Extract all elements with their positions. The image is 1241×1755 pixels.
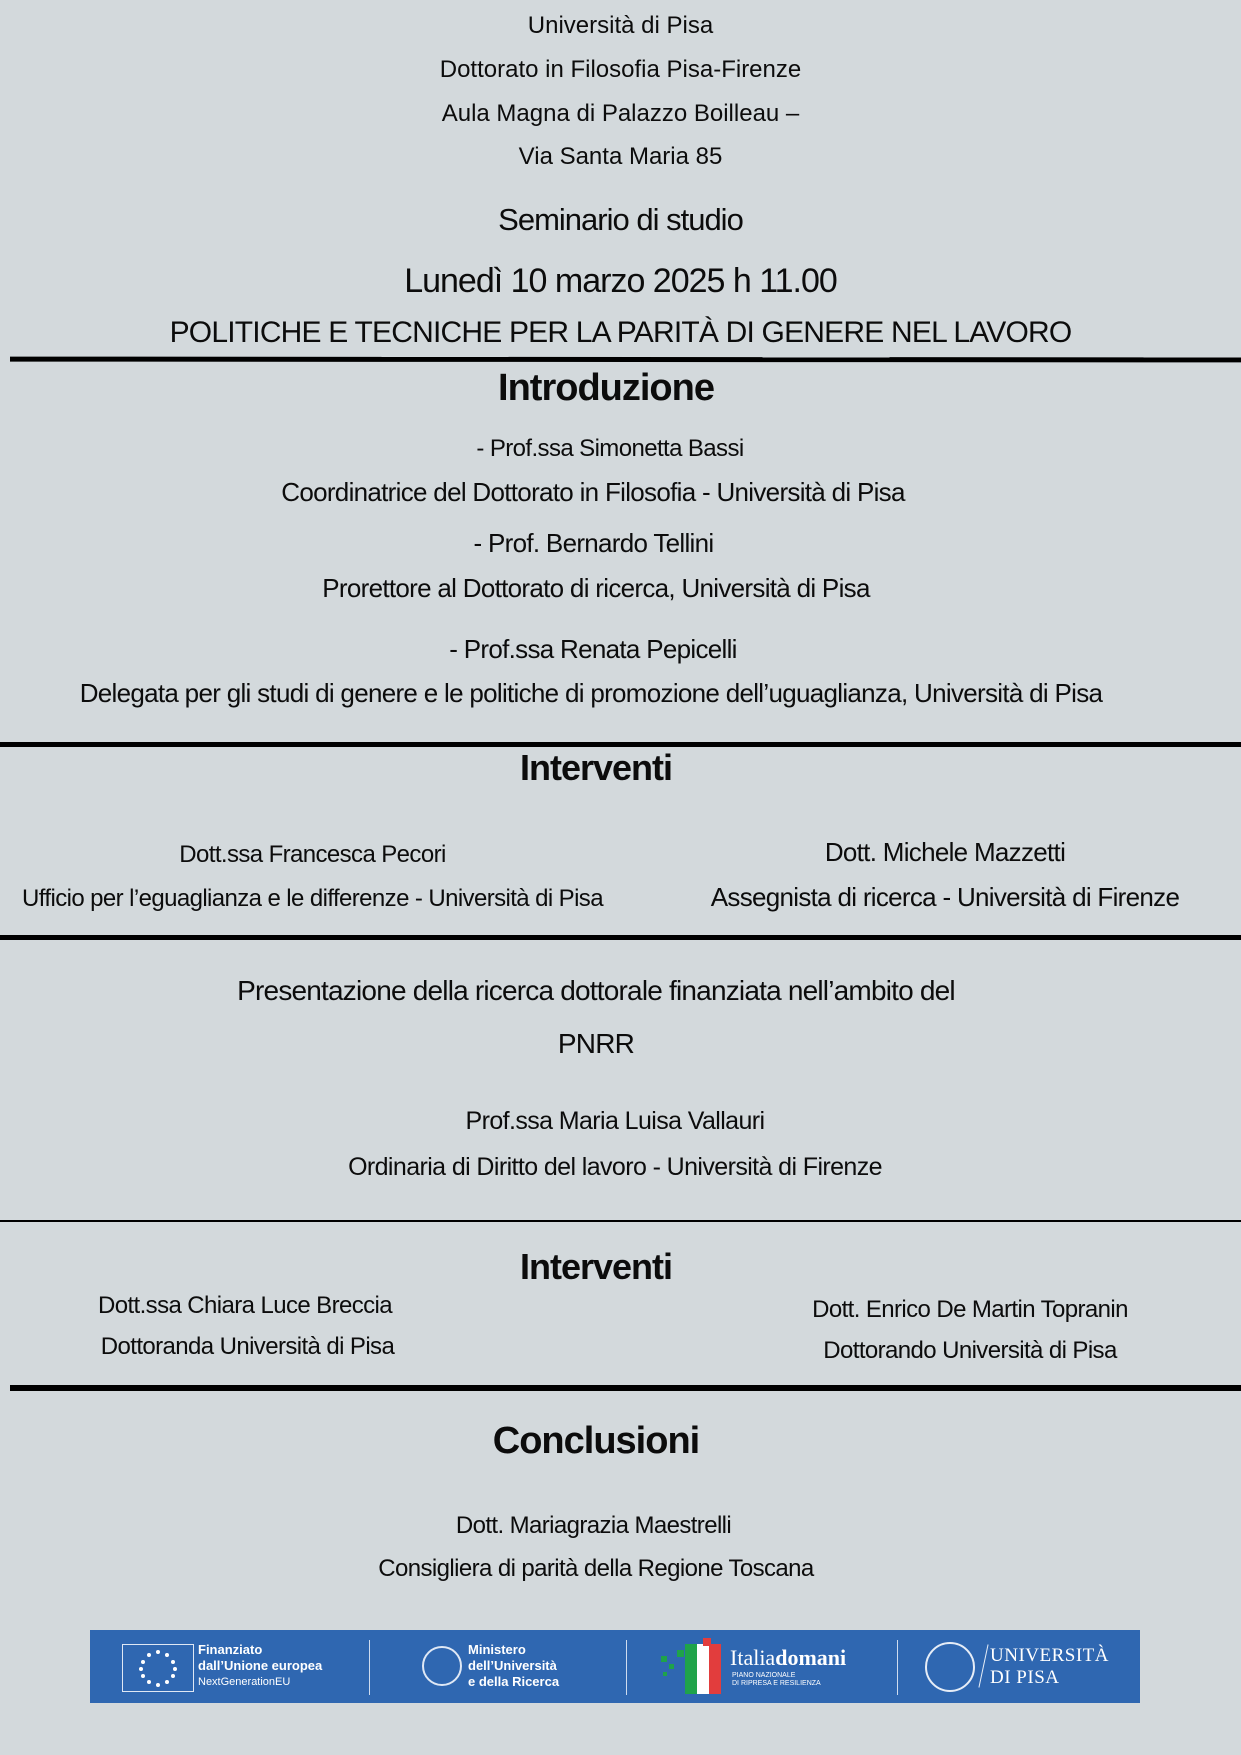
italian-republic-emblem-icon xyxy=(422,1646,462,1686)
presentazione-heading-line-1: Presentazione della ricerca dottorale finanziata nell’ambito del xyxy=(237,975,955,1006)
eu-flag-icon xyxy=(122,1644,194,1692)
speaker-topranin-name: Dott. Enrico De Martin Topranin xyxy=(812,1296,1128,1323)
presentazione-heading-line-2: PNRR xyxy=(557,1028,635,1059)
divider-interventi-1 xyxy=(0,935,1241,940)
speaker-breccia-name: Dott.ssa Chiara Luce Breccia xyxy=(97,1292,392,1319)
heading-conclusioni: Conclusioni xyxy=(492,1420,700,1462)
unipi-label-line-2: DI PISA xyxy=(990,1667,1060,1688)
venue-line-1: Aula Magna di Palazzo Boilleau – xyxy=(441,100,800,127)
mur-label-line-1: Ministero xyxy=(468,1642,526,1657)
italiadomani-logo-icon xyxy=(655,1638,725,1696)
heading-introduzione: Introduzione xyxy=(498,367,714,409)
venue-line-2: Via Santa Maria 85 xyxy=(518,143,723,170)
italiadomani-sub-line-1: PIANO NAZIONALE xyxy=(732,1672,796,1679)
speaker-mazzetti-role: Assegnista di ricerca - Università di Firenze xyxy=(710,882,1180,912)
heading-interventi-1: Interventi xyxy=(519,747,673,788)
italiadomani-sub-line-2: DI RIPRESA E RESILIENZA xyxy=(732,1680,821,1687)
doctorate-name: Dottorato in Filosofia Pisa-Firenze xyxy=(439,56,802,83)
eu-label-line-3: NextGenerationEU xyxy=(198,1676,291,1688)
mur-label-line-3: e della Ricerca xyxy=(468,1674,560,1689)
speaker-bassi-role: Coordinatrice del Dottorato in Filosofia - Università di Pisa xyxy=(281,477,905,507)
speaker-pepicelli-role: Delegata per gli studi di genere e le politiche di promozione dell’uguaglianza, Università di Pisa xyxy=(79,678,1103,708)
divider-presentazione xyxy=(0,1220,1241,1222)
italiadomani-wordmark: Italiadomani xyxy=(730,1645,847,1670)
speaker-bassi-name: - Prof.ssa Simonetta Bassi xyxy=(476,435,744,462)
speaker-vallauri-name: Prof.ssa Maria Luisa Vallauri xyxy=(465,1107,765,1135)
speaker-tellini-name: - Prof. Bernardo Tellini xyxy=(473,528,714,558)
speaker-pecori-name: Dott.ssa Francesca Pecori xyxy=(179,841,446,868)
unipi-seal-icon xyxy=(925,1642,975,1692)
speaker-pecori-role: Ufficio per l’eguaglianza e le differenze - Università di Pisa xyxy=(22,885,603,912)
speaker-maestrelli-role: Consigliera di parità della Regione Toscana xyxy=(378,1555,814,1582)
speaker-vallauri-role: Ordinaria di Diritto del lavoro - Università di Firenze xyxy=(348,1153,882,1181)
speaker-maestrelli-name: Dott. Mariagrazia Maestrelli xyxy=(455,1512,732,1539)
event-type: Seminario di studio xyxy=(498,202,743,237)
speaker-tellini-role: Prorettore al Dottorato di ricerca, Università di Pisa xyxy=(322,573,870,603)
university-name: Università di Pisa xyxy=(527,12,714,39)
speaker-topranin-role: Dottorando Università di Pisa xyxy=(823,1337,1117,1364)
eu-label-line-1: Finanziato xyxy=(198,1642,263,1657)
heading-interventi-2: Interventi xyxy=(519,1246,673,1287)
unipi-label-line-1: UNIVERSITÀ xyxy=(990,1645,1109,1666)
divider-interventi-2 xyxy=(10,1385,1241,1391)
event-date-time: Lunedì 10 marzo 2025 h 11.00 xyxy=(404,262,837,300)
mur-label-line-2: dell’Università xyxy=(468,1658,557,1673)
speaker-breccia-role: Dottoranda Università di Pisa xyxy=(100,1333,395,1360)
event-title: POLITICHE E TECNICHE PER LA PARITÀ DI GENERE NEL LAVORO xyxy=(169,316,1072,349)
eu-label-line-2: dall’Unione europea xyxy=(198,1658,323,1673)
divider-title xyxy=(10,357,1241,363)
funding-logos-banner xyxy=(90,1630,1140,1703)
speaker-pepicelli-name: - Prof.ssa Renata Pepicelli xyxy=(449,634,737,664)
speaker-mazzetti-name: Dott. Michele Mazzetti xyxy=(824,837,1066,867)
